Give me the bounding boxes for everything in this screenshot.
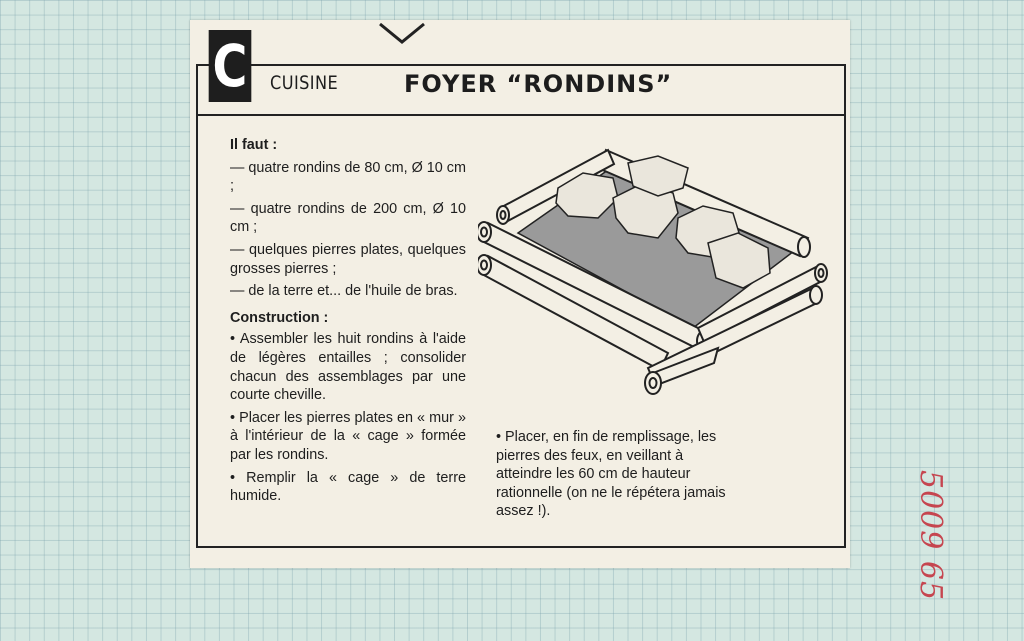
handwritten-note: 5009 65 xyxy=(913,470,948,602)
notch-mark xyxy=(378,22,426,44)
page-title: FOYER “RONDINS” xyxy=(404,70,673,98)
construction-step: • Placer les pierres plates en « mur » à l'intérieur de la « cage » formée par les rondins. xyxy=(230,409,466,463)
construction-heading: Construction : xyxy=(230,309,329,326)
material-item: — quatre rondins de 80 cm, Ø 10 cm ; xyxy=(230,159,466,195)
log-hearth-illustration xyxy=(478,138,828,408)
material-item: — de la terre et... de l'huile de bras. xyxy=(230,283,458,300)
materials-heading: Il faut : xyxy=(230,137,278,153)
category-badge: C xyxy=(209,30,252,102)
material-item: — quatre rondins de 200 cm, Ø 10 cm ; xyxy=(230,200,466,236)
left-column xyxy=(230,136,466,510)
construction-step: • Assembler les huit rondins à l'aide de légères entailles ; consolider chacun des assemblages par une courte cheville. xyxy=(230,331,466,404)
material-item: — quelques pierres plates, quelques grosses pierres ; xyxy=(230,241,466,277)
category-label: CUISINE xyxy=(270,72,339,94)
construction-step: • Remplir la « cage » de terre humide. xyxy=(230,469,466,505)
right-column xyxy=(496,428,736,521)
final-step: • Placer, en fin de remplissage, les pierres des feux, en veillant à atteindre les 60 cm de hauteur rationnelle (on ne le répétera jamais assez !). xyxy=(496,429,726,520)
